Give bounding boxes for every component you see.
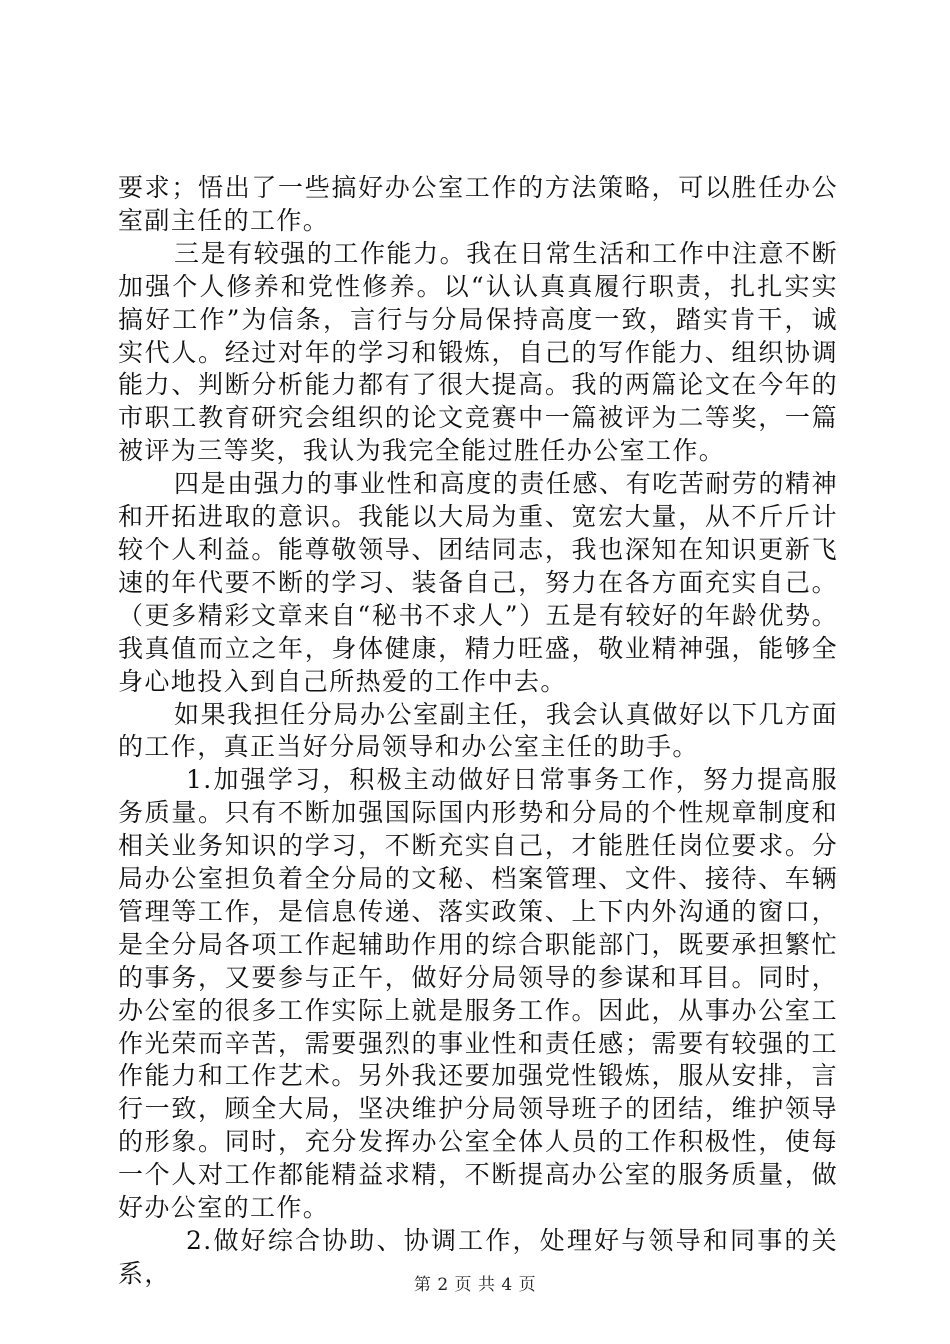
paragraph-plan-intro: 如果我担任分局办公室副主任，我会认真做好以下几方面的工作，真正当好分局领导和办公室主任的助手。	[118, 699, 838, 762]
paragraph-continuation: 要求；悟出了一些搞好办公室工作的方法策略，可以胜任办公室副主任的工作。	[118, 173, 838, 235]
document-body	[118, 172, 838, 1291]
page-number-footer: 第 2 页 共 4 页	[413, 1275, 537, 1295]
paragraph-responsibility: 四是由强力的事业性和高度的责任感、有吃苦耐劳的精神和开拓进取的意识。我能以大局为重、宽宏大量，从不斤斤计较个人利益。能尊敬领导、团结同志，我也深知在知识更新飞速的年代要不断的学习、装备自己，努力在各方面充实自己。（更多精彩文章来自“秘书不求人”）五是有较好的年龄优势。我真值而立之年，身体健康，精力旺盛，敬业精神强，能够全身心地投入到自己所热爱的工作中去。	[118, 469, 838, 696]
paragraph-work-ability: 三是有较强的工作能力。我在日常生活和工作中注意不断加强个人修养和党性修养。以“认认真真履行职责，扎扎实实搞好工作”为信条，言行与分局保持高度一致，踏实肯干，诚实代人。经过对年的学习和锻炼，自己的写作能力、组织协调能力、判断分析能力都有了很大提高。我的两篇论文在今年的市职工教育研究会组织的论文竞赛中一篇被评为二等奖，一篇被评为三等奖，我认为我完全能过胜任办公室工作。	[118, 238, 838, 466]
paragraph-item-2: 2.做好综合协助、协调工作，处理好与领导和同事的关系，	[118, 1226, 838, 1288]
paragraph-item-1: 1.加强学习，积极主动做好日常事务工作，努力提高服务质量。只有不断加强国际国内形势和分局的个性规章制度和相关业务知识的学习，不断充实自己，才能胜任岗位要求。分局办公室担负着全分局的文秘、档案管理、文件、接待、车辆管理等工作，是信息传递、落实政策、上下内外沟通的窗口，是全分局各项工作起辅助作用的综合职能部门，既要承担繁忙的事务，又要参与正午，做好分局领导的参谋和耳目。同时，办公室的很多工作实际上就是服务工作。因此，从事办公室工作光荣而辛苦，需要强烈的事业性和责任感；需要有较强的工作能力和工作艺术。另外我还要加强党性锻炼，服从安排，言行一致，顾全大局，坚决维护分局领导班子的团结，维护领导的形象。同时，充分发挥办公室全体人员的工作积极性，使每一个人对工作都能精益求精，不断提高办公室的服务质量，做好办公室的工作。	[118, 765, 838, 1223]
